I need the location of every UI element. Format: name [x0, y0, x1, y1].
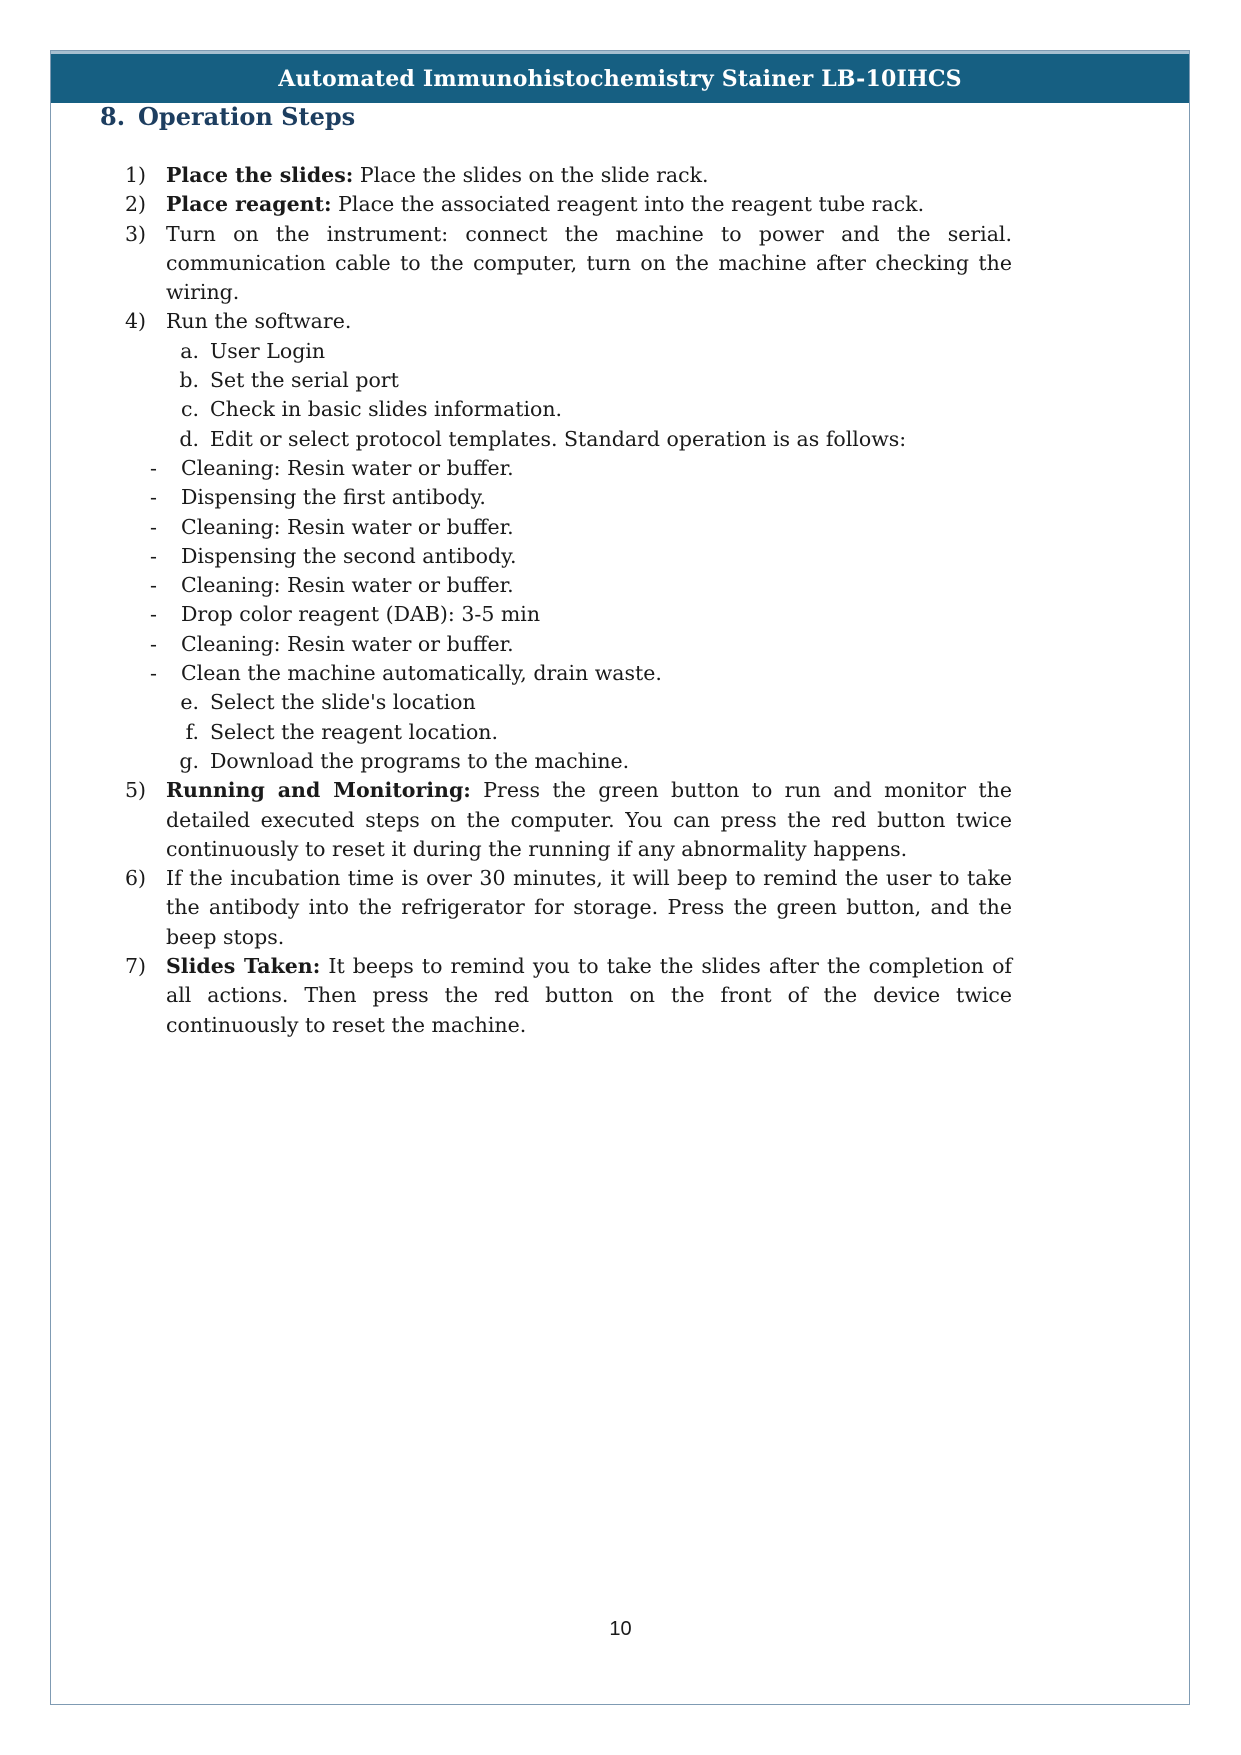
- operation-steps-list: [125, 161, 1012, 1040]
- substep-a: [125, 337, 1012, 366]
- dash-marker: -: [150, 573, 157, 598]
- protocol-item-text: Dispensing the second antibody.: [181, 543, 517, 568]
- substep-f: [125, 718, 1012, 747]
- protocol-item-text: Dispensing the first antibody.: [181, 485, 486, 510]
- section-number: 8.: [100, 102, 126, 131]
- step-text: If the incubation time is over 30 minutes, it will beep to remind the user to take the antibody into the refrigerator for storage. Press the green button, and the beep stops.: [166, 866, 1012, 949]
- step-text: Turn on the instrument: connect the machine to power and the serial. communication cable to the computer, turn on the machine after checking the wiring.: [166, 221, 1012, 305]
- substep-b: [125, 366, 1012, 395]
- step-marker: 4): [125, 309, 147, 334]
- section-heading: [100, 102, 355, 131]
- step-marker: 6): [125, 866, 147, 891]
- step-label: Place reagent:: [166, 192, 332, 217]
- step-4: [125, 307, 1012, 336]
- substep-marker: a.: [180, 338, 199, 363]
- step-marker: 1): [125, 163, 147, 187]
- protocol-item: [125, 542, 1012, 571]
- substep-e: [125, 688, 1012, 717]
- substep-d: [125, 425, 1012, 454]
- protocol-item-text: Cleaning: Resin water or buffer.: [181, 573, 514, 598]
- step-label: Place the slides:: [166, 163, 354, 187]
- dash-marker: -: [150, 661, 157, 686]
- step-5: [125, 776, 1012, 864]
- step-6: [125, 864, 1012, 952]
- step-marker: 5): [125, 778, 147, 803]
- protocol-item: [125, 659, 1012, 688]
- step-marker: 7): [125, 954, 147, 979]
- dash-marker: -: [150, 602, 157, 627]
- substep-marker: f.: [185, 719, 199, 744]
- substep-text: Check in basic slides information.: [210, 397, 563, 422]
- protocol-item: [125, 571, 1012, 600]
- protocol-item: [125, 483, 1012, 512]
- substep-text: User Login: [210, 338, 326, 363]
- step-text: Run the software.: [166, 309, 352, 334]
- dash-marker: -: [150, 631, 157, 656]
- substep-text: Set the serial port: [210, 368, 399, 393]
- protocol-item-text: Clean the machine automatically, drain waste.: [181, 661, 662, 686]
- document-title: Automated Immunohistochemistry Stainer LB-10IHCS: [278, 65, 962, 92]
- protocol-item: [125, 630, 1012, 659]
- substep-text: Select the slide's location: [210, 690, 476, 715]
- step-marker: 3): [125, 221, 147, 246]
- dash-marker: -: [150, 485, 157, 510]
- substep-text: Edit or select protocol templates. Standard operation is as follows:: [210, 426, 907, 451]
- substep-marker: g.: [179, 748, 199, 773]
- substep-g: [125, 747, 1012, 776]
- step-1: [125, 161, 1012, 190]
- dash-marker: -: [150, 543, 157, 568]
- protocol-item-text: Cleaning: Resin water or buffer.: [181, 455, 514, 480]
- substep-text: Select the reagent location.: [210, 719, 499, 744]
- step-label: Running and Monitoring:: [166, 778, 471, 803]
- substep-marker: d.: [179, 426, 199, 451]
- step-label: Slides Taken:: [166, 954, 321, 979]
- header-band: [51, 51, 1189, 103]
- step-text: Place the associated reagent into the reagent tube rack.: [331, 192, 925, 217]
- protocol-item: [125, 454, 1012, 483]
- dash-marker: -: [150, 514, 157, 539]
- step-2: [125, 190, 1012, 219]
- substep-c: [125, 395, 1012, 424]
- step-marker: 2): [125, 192, 147, 217]
- step-3: [125, 220, 1012, 308]
- protocol-item-text: Drop color reagent (DAB): 3-5 min: [181, 602, 541, 627]
- step-text: Place the slides on the slide rack.: [353, 163, 709, 187]
- substep-marker: b.: [179, 368, 199, 393]
- substep-marker: e.: [180, 690, 199, 715]
- step-7: [125, 952, 1012, 1040]
- step-text: It beeps to remind you to take the slides after the completion of all actions. Then press the red button on the front of the device twice continuously to reset the machine.: [166, 954, 1012, 1037]
- section-title: Operation Steps: [138, 102, 356, 131]
- step-text: Press the green button to run and monitor the detailed executed steps on the computer. You can press the red button twice continuously to reset it during the running if any abnormality happens.: [166, 778, 1012, 861]
- protocol-item-text: Cleaning: Resin water or buffer.: [181, 631, 514, 656]
- substep-marker: c.: [181, 397, 199, 422]
- protocol-item: [125, 600, 1012, 629]
- dash-marker: -: [150, 455, 157, 480]
- protocol-item: [125, 513, 1012, 542]
- protocol-item-text: Cleaning: Resin water or buffer.: [181, 514, 514, 539]
- substep-text: Download the programs to the machine.: [210, 748, 630, 773]
- page-number: 10: [609, 1618, 632, 1640]
